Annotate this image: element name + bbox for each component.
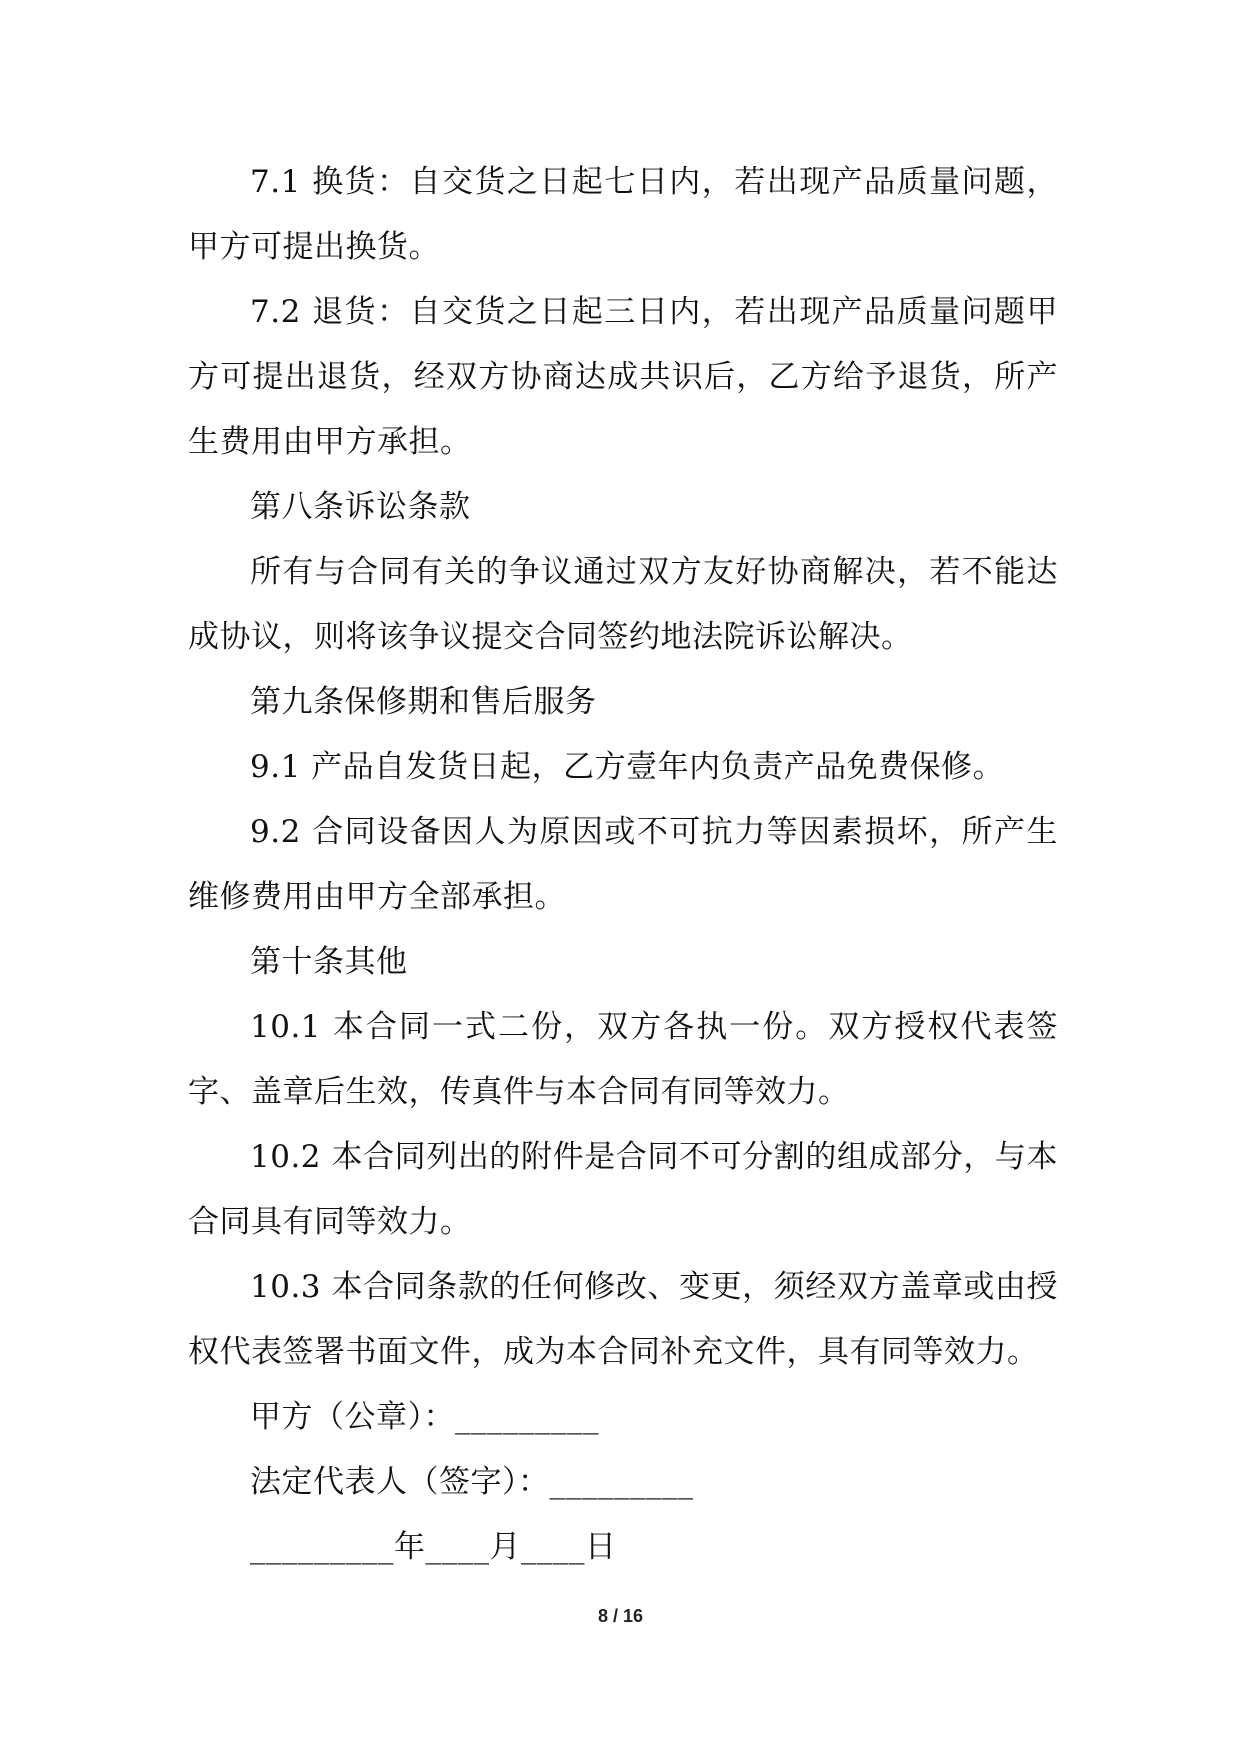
legal-representative-signature-line: 法定代表人（签字）：_________ — [250, 1464, 694, 1500]
article-8-text: 所有与合同有关的争议通过双方友好协商解决，若不能达成协议，则将该争议提交合同签约地法院诉讼解决。 — [188, 554, 1058, 655]
clause-10-3: 10.3 本合同条款的任何修改、变更，须经双方盖章或由授权代表签署书面文件，成为本合同补充文件，具有同等效力。 — [188, 1269, 1058, 1370]
clause-9-2: 9.2 合同设备因人为原因或不可抗力等因素损坏，所产生维修费用由甲方全部承担。 — [188, 814, 1058, 915]
clause-10-2: 10.2 本合同列出的附件是合同不可分割的组成部分，与本合同具有同等效力。 — [188, 1139, 1058, 1240]
date-line: _________年____月____日 — [250, 1529, 617, 1565]
party-a-seal-line: 甲方（公章）：_________ — [250, 1399, 599, 1435]
clause-7-2-return: 7.2 退货：自交货之日起三日内，若出现产品质量问题甲方可提出退货，经双方协商达成共识后，乙方给予退货，所产生费用由甲方承担。 — [188, 294, 1058, 460]
article-10-heading: 第十条其他 — [250, 944, 408, 980]
article-9-heading: 第九条保修期和售后服务 — [250, 684, 597, 720]
page-number: 8 / 16 — [597, 1606, 644, 1626]
article-8-heading: 第八条诉讼条款 — [250, 489, 471, 525]
document-body — [188, 150, 1058, 1580]
clause-7-1-exchange: 7.1 换货：自交货之日起七日内，若出现产品质量问题，甲方可提出换货。 — [188, 164, 1058, 265]
clause-9-1: 9.1 产品自发货日起，乙方壹年内负责产品免费保修。 — [250, 749, 1005, 785]
clause-10-1: 10.1 本合同一式二份，双方各执一份。双方授权代表签字、盖章后生效，传真件与本合同有同等效力。 — [188, 1009, 1058, 1110]
